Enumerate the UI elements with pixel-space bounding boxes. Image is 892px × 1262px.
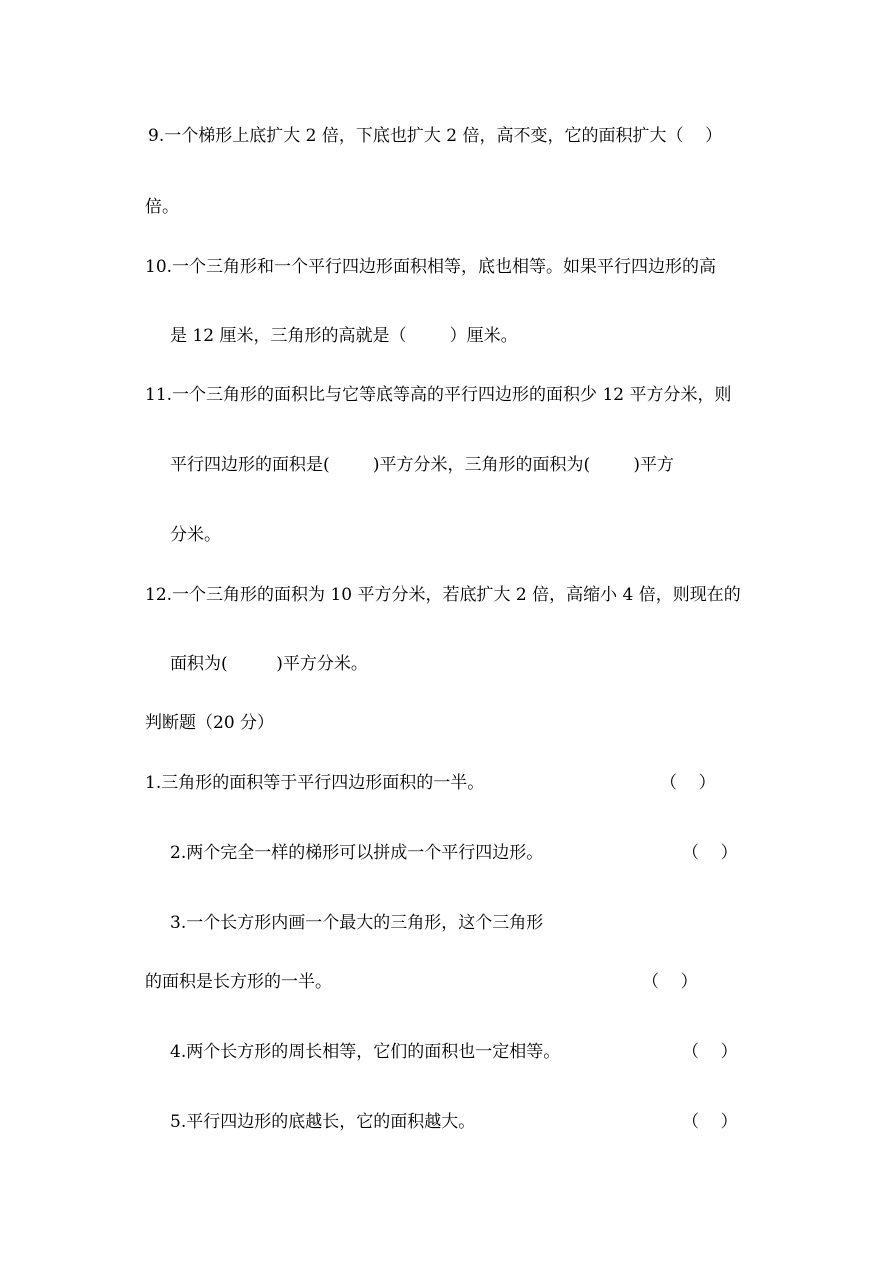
judge-item-1: 1.三角形的面积等于平行四边形面积的一半。 [145,773,485,793]
judge-item-2: 2.两个完全一样的梯形可以拼成一个平行四边形。 [170,843,544,863]
judge-item-5-blank: （ ） [682,1112,738,1132]
judge-item-1-blank: （ ） [660,773,716,793]
q11-line-1: 11.一个三角形的面积比与它等底等高的平行四边形的面积少 12 平方分米，则 [145,385,732,405]
q9-line-2: 倍。 [145,197,179,217]
judge-item-3-line-2: 的面积是长方形的一半。 [145,972,332,992]
judge-item-5: 5.平行四边形的底越长，它的面积越大。 [170,1112,476,1132]
q10-line-2: 是 12 厘米，三角形的高就是（ ）厘米。 [170,326,518,346]
q10-line-1: 10.一个三角形和一个平行四边形面积相等，底也相等。如果平行四边形的高 [145,257,717,277]
judge-item-4-blank: （ ） [682,1042,738,1062]
judge-item-3-line-1: 3.一个长方形内画一个最大的三角形，这个三角形 [170,913,544,933]
q11-line-3: 分米。 [170,525,221,545]
q11-line-2: 平行四边形的面积是( )平方分米，三角形的面积为( )平方 [170,455,674,475]
section-heading: 判断题（20 分） [145,713,275,733]
q12-line-2: 面积为( )平方分米。 [170,654,368,674]
judge-item-2-blank: （ ） [682,843,738,863]
q12-line-1: 12.一个三角形的面积为 10 平方分米，若底扩大 2 倍，高缩小 4 倍，则现在的 [145,585,741,605]
q9-line-1: 9.一个梯形上底扩大 2 倍，下底也扩大 2 倍，高不变，它的面积扩大（ ） [148,126,723,146]
judge-item-4: 4.两个长方形的周长相等，它们的面积也一定相等。 [170,1042,561,1062]
judge-item-3-blank: （ ） [642,972,698,992]
